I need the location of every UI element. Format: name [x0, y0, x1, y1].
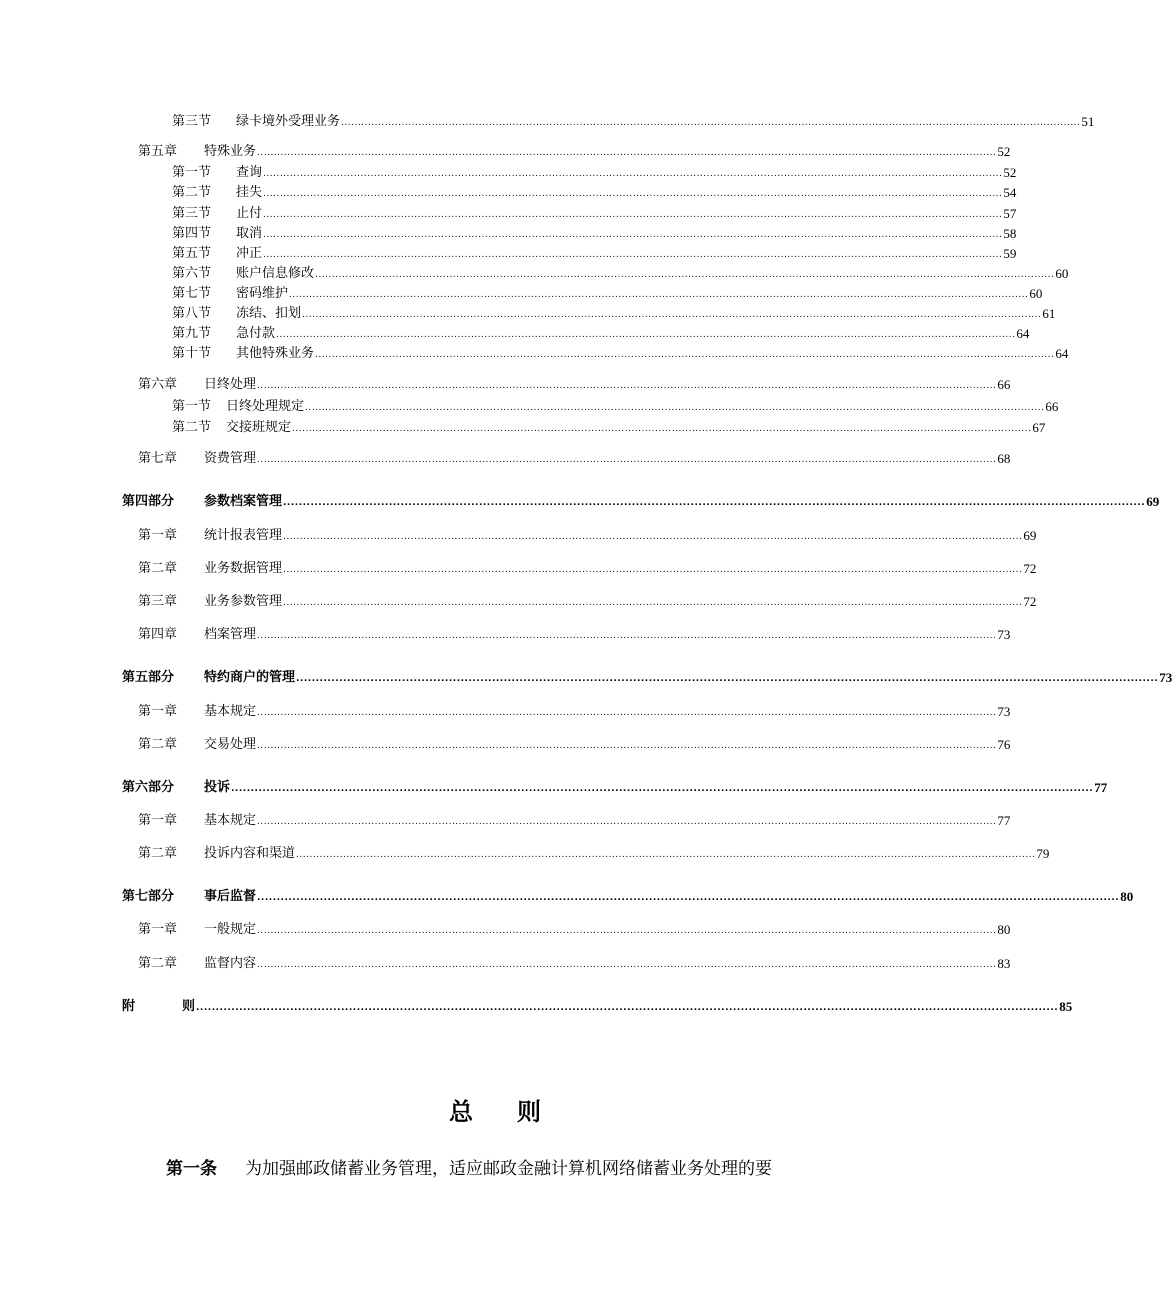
toc-entry-title: 事后监督 [204, 889, 257, 904]
toc-leader-dots: ............................................................................................................................................................................................................................ [257, 817, 997, 827]
toc-entry-number: 第二章 [138, 561, 178, 576]
toc-entry-title: 特殊业务 [204, 144, 257, 159]
toc-entry-title: 日终处理规定 [226, 399, 305, 414]
toc-entry-number: 第三节 [172, 206, 212, 221]
toc-entry-title: 则 [182, 999, 196, 1014]
toc-entry-number: 第三章 [138, 594, 178, 609]
toc-entry-title: 一般规定 [204, 922, 257, 937]
toc-leader-dots: ............................................................................................................................................................................................................................ [276, 330, 1016, 340]
toc-leader-dots: ............................................................................................................................................................................................................................ [257, 741, 997, 751]
toc-entry [138, 144, 1011, 160]
toc-entry-number: 第七节 [172, 286, 212, 301]
toc-entry-title: 交接班规定 [226, 420, 292, 435]
toc-entry [138, 627, 1011, 643]
toc-entry-title: 业务参数管理 [204, 594, 283, 609]
toc-entry-title: 基本规定 [204, 704, 257, 719]
toc-leader-dots: ............................................................................................................................................................................................................................ [341, 118, 1081, 128]
toc-entry [138, 377, 1011, 393]
toc-leader-dots: ............................................................................................................................................................................................................................ [315, 350, 1055, 360]
toc-entry-title: 特约商户的管理 [204, 670, 296, 685]
toc-entry-number: 第四部分 [122, 494, 175, 509]
toc-entry-page: 79 [1036, 846, 1050, 861]
section-heading [0, 1092, 990, 1127]
toc-entry-page: 85 [1059, 999, 1073, 1014]
toc-entry-title: 止付 [236, 206, 263, 221]
toc-entry-number: 第十节 [172, 346, 212, 361]
toc-entry-title: 基本规定 [204, 813, 257, 828]
toc-entry [138, 594, 1037, 610]
toc-entry-number: 第一章 [138, 528, 178, 543]
toc-entry [138, 737, 1011, 753]
toc-entry-page: 57 [1003, 206, 1017, 221]
toc-entry-page: 80 [1120, 889, 1134, 904]
toc-entry-page: 80 [997, 922, 1011, 937]
toc-entry-number: 第一节 [172, 165, 212, 180]
toc-entry [122, 780, 1108, 796]
toc-leader-dots: ............................................................................................................................................................................................................................ [292, 424, 1032, 434]
toc-entry-number: 第五节 [172, 246, 212, 261]
toc-entry-number: 第一章 [138, 922, 178, 937]
toc-entry [122, 670, 1172, 686]
toc-leader-dots: ............................................................................................................................................................................................................................ [257, 960, 997, 970]
toc-entry-title: 密码维护 [236, 286, 289, 301]
toc-entry-page: 54 [1003, 185, 1017, 200]
toc-entry [172, 165, 1017, 181]
toc-entry-number: 第七章 [138, 451, 178, 466]
toc-entry-page: 60 [1055, 266, 1069, 281]
toc-entry-page: 59 [1003, 246, 1017, 261]
toc-entry-page: 77 [997, 813, 1011, 828]
toc-entry-page: 66 [997, 377, 1011, 392]
toc-entry-number: 第一节 [172, 399, 212, 414]
toc-entry-page: 73 [997, 627, 1011, 642]
toc-entry-page: 73 [997, 704, 1011, 719]
toc-entry-page: 52 [1003, 165, 1017, 180]
toc-entry-title: 投诉内容和渠道 [204, 846, 296, 861]
toc-entry [138, 528, 1037, 544]
toc-entry-page: 64 [1016, 326, 1030, 341]
toc-entry-title: 冲正 [236, 246, 263, 261]
toc-entry-number: 第五章 [138, 144, 178, 159]
toc-entry [122, 889, 1134, 905]
toc-leader-dots: ............................................................................................................................................................................................................................ [263, 230, 1003, 240]
toc-entry-number: 第二章 [138, 956, 178, 971]
toc-entry-number: 第二章 [138, 737, 178, 752]
toc-entry-title: 监督内容 [204, 956, 257, 971]
toc-entry [172, 185, 1017, 201]
toc-entry-number: 第八节 [172, 306, 212, 321]
toc-entry-page: 68 [997, 451, 1011, 466]
toc-entry-page: 72 [1023, 594, 1037, 609]
toc-leader-dots: ............................................................................................................................................................................................................................ [257, 631, 997, 641]
heading-left-char: 总 [449, 1098, 473, 1126]
toc-entry-page: 72 [1023, 561, 1037, 576]
toc-entry-title: 交易处理 [204, 737, 257, 752]
toc-entry [122, 494, 1160, 510]
toc-entry-number: 第六部分 [122, 780, 175, 795]
toc-entry-title: 挂失 [236, 185, 263, 200]
toc-entry-title: 日终处理 [204, 377, 257, 392]
toc-leader-dots: ............................................................................................................................................................................................................................ [257, 381, 997, 391]
toc-entry [172, 206, 1017, 222]
toc-entry [172, 286, 1043, 302]
toc-leader-dots: ............................................................................................................................................................................................................................ [283, 498, 1146, 508]
toc-leader-dots: ............................................................................................................................................................................................................................ [257, 893, 1120, 903]
toc-entry-page: 52 [997, 144, 1011, 159]
article-text: 为加强邮政储蓄业务管理，适应邮政金融计算机网络储蓄业务处理的要 [245, 1159, 772, 1179]
toc-leader-dots: ............................................................................................................................................................................................................................ [296, 850, 1036, 860]
toc-leader-dots: ............................................................................................................................................................................................................................ [315, 270, 1055, 280]
toc-entry-title: 统计报表管理 [204, 528, 283, 543]
toc-leader-dots: ............................................................................................................................................................................................................................ [257, 926, 997, 936]
toc-entry-title: 冻结、扣划 [236, 306, 302, 321]
toc-entry-page: 51 [1081, 114, 1095, 129]
toc-entry-title: 绿卡境外受理业务 [236, 114, 341, 129]
toc-entry [172, 226, 1017, 242]
toc-entry [172, 306, 1056, 322]
toc-entry-title: 参数档案管理 [204, 494, 283, 509]
toc-leader-dots: ............................................................................................................................................................................................................................ [296, 674, 1159, 684]
toc-entry-number: 第一章 [138, 704, 178, 719]
toc-entry-title: 急付款 [236, 326, 276, 341]
toc-entry-title: 取消 [236, 226, 263, 241]
toc-entry [138, 846, 1050, 862]
toc-entry-number: 第九节 [172, 326, 212, 341]
toc-entry-page: 66 [1045, 399, 1059, 414]
toc-entry-number: 第二章 [138, 846, 178, 861]
toc-entry-page: 83 [997, 956, 1011, 971]
toc-leader-dots: ............................................................................................................................................................................................................................ [302, 310, 1042, 320]
toc-entry-page: 61 [1042, 306, 1056, 321]
toc-entry [138, 956, 1011, 972]
toc-leader-dots: ............................................................................................................................................................................................................................ [283, 532, 1023, 542]
toc-leader-dots: ............................................................................................................................................................................................................................ [263, 189, 1003, 199]
toc-entry-title: 资费管理 [204, 451, 257, 466]
toc-entry [172, 420, 1046, 436]
toc-entry [138, 813, 1011, 829]
toc-entry [138, 922, 1011, 938]
toc-entry-page: 67 [1032, 420, 1046, 435]
toc-leader-dots: ............................................................................................................................................................................................................................ [305, 403, 1045, 413]
toc-entry-page: 60 [1029, 286, 1043, 301]
toc-entry-title: 业务数据管理 [204, 561, 283, 576]
toc-entry [172, 399, 1059, 415]
toc-entry-number: 附 [122, 999, 136, 1014]
toc-leader-dots: ............................................................................................................................................................................................................................ [231, 784, 1094, 794]
toc-entry-number: 第二节 [172, 185, 212, 200]
toc-entry-number: 第二节 [172, 420, 212, 435]
toc-entry-page: 69 [1146, 494, 1160, 509]
toc-entry-page: 58 [1003, 226, 1017, 241]
toc-entry [172, 346, 1069, 362]
toc-entry-number: 第三节 [172, 114, 212, 129]
toc-entry [138, 704, 1011, 720]
toc-leader-dots: ............................................................................................................................................................................................................................ [283, 598, 1023, 608]
toc-entry-number: 第六章 [138, 377, 178, 392]
heading-right-char: 则 [517, 1098, 541, 1126]
toc-leader-dots: ............................................................................................................................................................................................................................ [263, 169, 1003, 179]
toc-entry [172, 326, 1030, 342]
toc-entry-number: 第四章 [138, 627, 178, 642]
toc-entry [172, 246, 1017, 262]
toc-leader-dots: ............................................................................................................................................................................................................................ [283, 565, 1023, 575]
toc-entry-page: 64 [1055, 346, 1069, 361]
toc-leader-dots: ............................................................................................................................................................................................................................ [257, 708, 997, 718]
toc-entry [138, 451, 1011, 467]
toc-leader-dots: ............................................................................................................................................................................................................................ [289, 290, 1029, 300]
toc-entry-number: 第四节 [172, 226, 212, 241]
toc-entry-number: 第一章 [138, 813, 178, 828]
toc-entry [138, 561, 1037, 577]
toc-entry [172, 266, 1069, 282]
toc-entry-page: 76 [997, 737, 1011, 752]
toc-leader-dots: ............................................................................................................................................................................................................................ [257, 148, 997, 158]
toc-entry-title: 其他特殊业务 [236, 346, 315, 361]
toc-entry-title: 投诉 [204, 780, 231, 795]
toc-leader-dots: ............................................................................................................................................................................................................................ [263, 250, 1003, 260]
article-label: 第一条 [166, 1159, 217, 1179]
toc-entry [172, 114, 1095, 130]
article-first-paragraph [166, 1158, 772, 1180]
toc-leader-dots: ............................................................................................................................................................................................................................ [263, 210, 1003, 220]
toc-entry [122, 999, 1073, 1015]
toc-entry-page: 69 [1023, 528, 1037, 543]
toc-leader-dots: ............................................................................................................................................................................................................................ [257, 455, 997, 465]
toc-leader-dots: ............................................................................................................................................................................................................................ [196, 1003, 1059, 1013]
toc-entry-number: 第六节 [172, 266, 212, 281]
toc-entry-page: 73 [1159, 670, 1172, 685]
toc-entry-page: 77 [1094, 780, 1108, 795]
toc-entry-number: 第七部分 [122, 889, 175, 904]
toc-entry-title: 查询 [236, 165, 263, 180]
toc-entry-title: 账户信息修改 [236, 266, 315, 281]
toc-entry-title: 档案管理 [204, 627, 257, 642]
toc-entry-number: 第五部分 [122, 670, 175, 685]
